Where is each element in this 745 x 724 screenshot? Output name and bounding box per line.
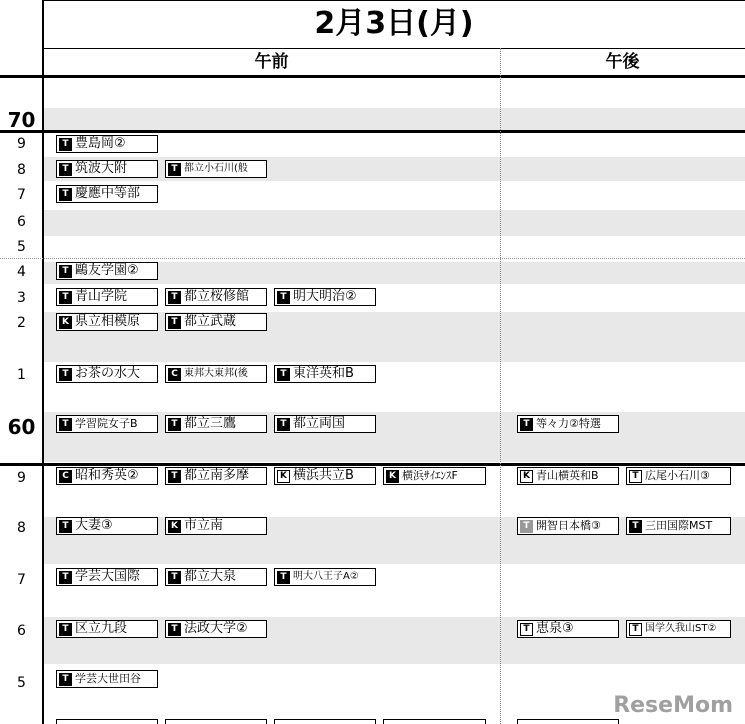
school-name: 東洋英和B [293, 366, 354, 381]
school-name: 三田国際MST [645, 519, 713, 532]
school-name: 都立三鷹 [184, 416, 237, 431]
tag-icon: T [168, 418, 181, 431]
school-name: 東邦大東邦(後 [184, 368, 248, 379]
school-name: 県立相模原 [75, 314, 141, 329]
tag-icon: T [59, 368, 72, 381]
school-name: 恵泉③ [536, 621, 574, 636]
rank-label: 5 [17, 239, 26, 255]
school-chip [56, 670, 158, 688]
tag-icon: K [386, 470, 399, 483]
rank-label: 9 [17, 136, 26, 152]
rank-label: 3 [17, 290, 26, 306]
school-name: 都立桜修館 [184, 289, 250, 304]
school-chip [517, 415, 619, 433]
school-chip [56, 262, 158, 280]
school-chip [165, 568, 267, 586]
school-name: 大妻③ [75, 518, 113, 533]
tag-icon: T [59, 163, 72, 176]
school-chip [56, 160, 158, 178]
school-name: 広尾小石川③ [645, 469, 710, 482]
school-chip [274, 568, 376, 586]
school-chip [56, 620, 158, 638]
school-name: 豊島岡② [75, 136, 126, 151]
rank-label: 2 [17, 315, 26, 331]
school-name: 都立両国 [293, 416, 346, 431]
rank-label: 60 [7, 415, 36, 439]
school-name: 法政大学② [184, 621, 248, 636]
school-chip [517, 467, 619, 485]
school-name: 筑波大附 [75, 161, 128, 176]
rank-label: 70 [7, 108, 36, 132]
tag-icon: T [520, 418, 533, 431]
school-chip [165, 288, 267, 306]
school-name: 横浜共立B [293, 468, 354, 483]
school-name: 国学久我山ST② [645, 623, 717, 634]
school-name: 区立九段 [75, 621, 128, 636]
rank-label: 7 [17, 187, 26, 203]
resemom-logo: ReseMom [613, 693, 733, 718]
school-chip [274, 415, 376, 433]
school-chip [56, 185, 158, 203]
school-chip [165, 415, 267, 433]
school-name: 都立南多摩 [184, 468, 250, 483]
tag-icon: T [59, 571, 72, 584]
tag-icon: T [277, 291, 290, 304]
school-chip [56, 517, 158, 535]
tag-icon: T [629, 470, 642, 483]
tag-icon: T [59, 291, 72, 304]
school-chip [517, 620, 619, 638]
school-chip [274, 288, 376, 306]
school-chip [56, 467, 158, 485]
rank-label: 6 [17, 623, 26, 639]
school-name: お茶の水大 [75, 366, 141, 381]
school-name: 昭和秀英② [75, 468, 139, 483]
school-chip-partial [56, 719, 158, 724]
school-chip [165, 313, 267, 331]
school-name: 等々力②特選 [536, 417, 601, 430]
school-name: 鷗友学園② [75, 263, 139, 278]
tag-icon: T [59, 188, 72, 201]
tag-icon: T [629, 520, 642, 533]
school-chip [56, 288, 158, 306]
school-chip [383, 467, 486, 485]
school-chip [626, 517, 731, 535]
tag-icon: T [168, 291, 181, 304]
school-name: 開智日本橋③ [536, 519, 601, 532]
rank-label: 4 [17, 264, 26, 280]
school-name: 横浜ｻｲｴﾝｽF [402, 469, 458, 482]
school-chip [274, 467, 376, 485]
tag-icon: K [277, 470, 290, 483]
school-name: 慶應中等部 [75, 186, 141, 201]
school-chip [165, 365, 267, 383]
rank-label: 8 [17, 520, 26, 536]
school-chip [165, 620, 267, 638]
rank-label: 1 [17, 367, 26, 383]
tag-icon: T [59, 265, 72, 278]
school-name: 青山学院 [75, 289, 128, 304]
school-chip [56, 135, 158, 153]
tag-icon: T [59, 418, 72, 431]
school-name: 都立武蔵 [184, 314, 237, 329]
page-title: 2月3日(月) [314, 6, 474, 41]
school-name: 青山横英和B [536, 469, 599, 482]
school-chip [274, 365, 376, 383]
tag-icon: T [168, 571, 181, 584]
school-chip [56, 568, 158, 586]
rank-label: 9 [17, 470, 26, 486]
school-name: 学習院女子B [75, 417, 138, 430]
tag-icon: C [168, 368, 181, 381]
school-chip [626, 467, 731, 485]
school-chip [56, 313, 158, 331]
school-chip [56, 365, 158, 383]
tag-icon: T [277, 418, 290, 431]
school-chip-partial [383, 719, 486, 724]
tag-icon: T [520, 623, 533, 636]
school-name: 市立南 [184, 518, 224, 533]
afternoon-column-header: 午後 [605, 52, 640, 72]
tag-icon: K [59, 316, 72, 329]
tag-icon: T [168, 623, 181, 636]
tag-icon: T [277, 368, 290, 381]
tag-icon: T [520, 520, 533, 533]
school-name: 明大八王子A② [293, 571, 359, 582]
rank-label: 8 [17, 162, 26, 178]
morning-column-header: 午前 [254, 52, 289, 72]
school-chip [626, 620, 731, 638]
tag-icon: T [168, 470, 181, 483]
tag-icon: T [168, 163, 181, 176]
school-name: 学芸大国際 [75, 569, 141, 584]
school-chip-partial [517, 719, 619, 724]
tag-icon: T [59, 673, 72, 686]
school-name: 都立大泉 [184, 569, 237, 584]
rank-label: 5 [17, 675, 26, 691]
school-chip [165, 467, 267, 485]
school-chip [165, 517, 267, 535]
rank-label: 6 [17, 214, 26, 230]
school-name: 明大明治② [293, 289, 357, 304]
tag-icon: T [629, 623, 642, 636]
school-name: 都立小石川(般 [184, 163, 248, 174]
school-chip-partial [165, 719, 267, 724]
school-chip [165, 160, 267, 178]
tag-icon: C [59, 470, 72, 483]
school-chip [517, 517, 619, 535]
tag-icon: T [59, 623, 72, 636]
tag-icon: T [59, 138, 72, 151]
school-chip-partial [274, 719, 376, 724]
tag-icon: T [168, 316, 181, 329]
tag-icon: K [168, 520, 181, 533]
tag-icon: T [59, 520, 72, 533]
rank-label: 7 [17, 572, 26, 588]
tag-icon: K [520, 470, 533, 483]
school-chip [56, 415, 158, 433]
tag-icon: T [277, 571, 290, 584]
school-name: 学芸大世田谷 [75, 672, 141, 685]
